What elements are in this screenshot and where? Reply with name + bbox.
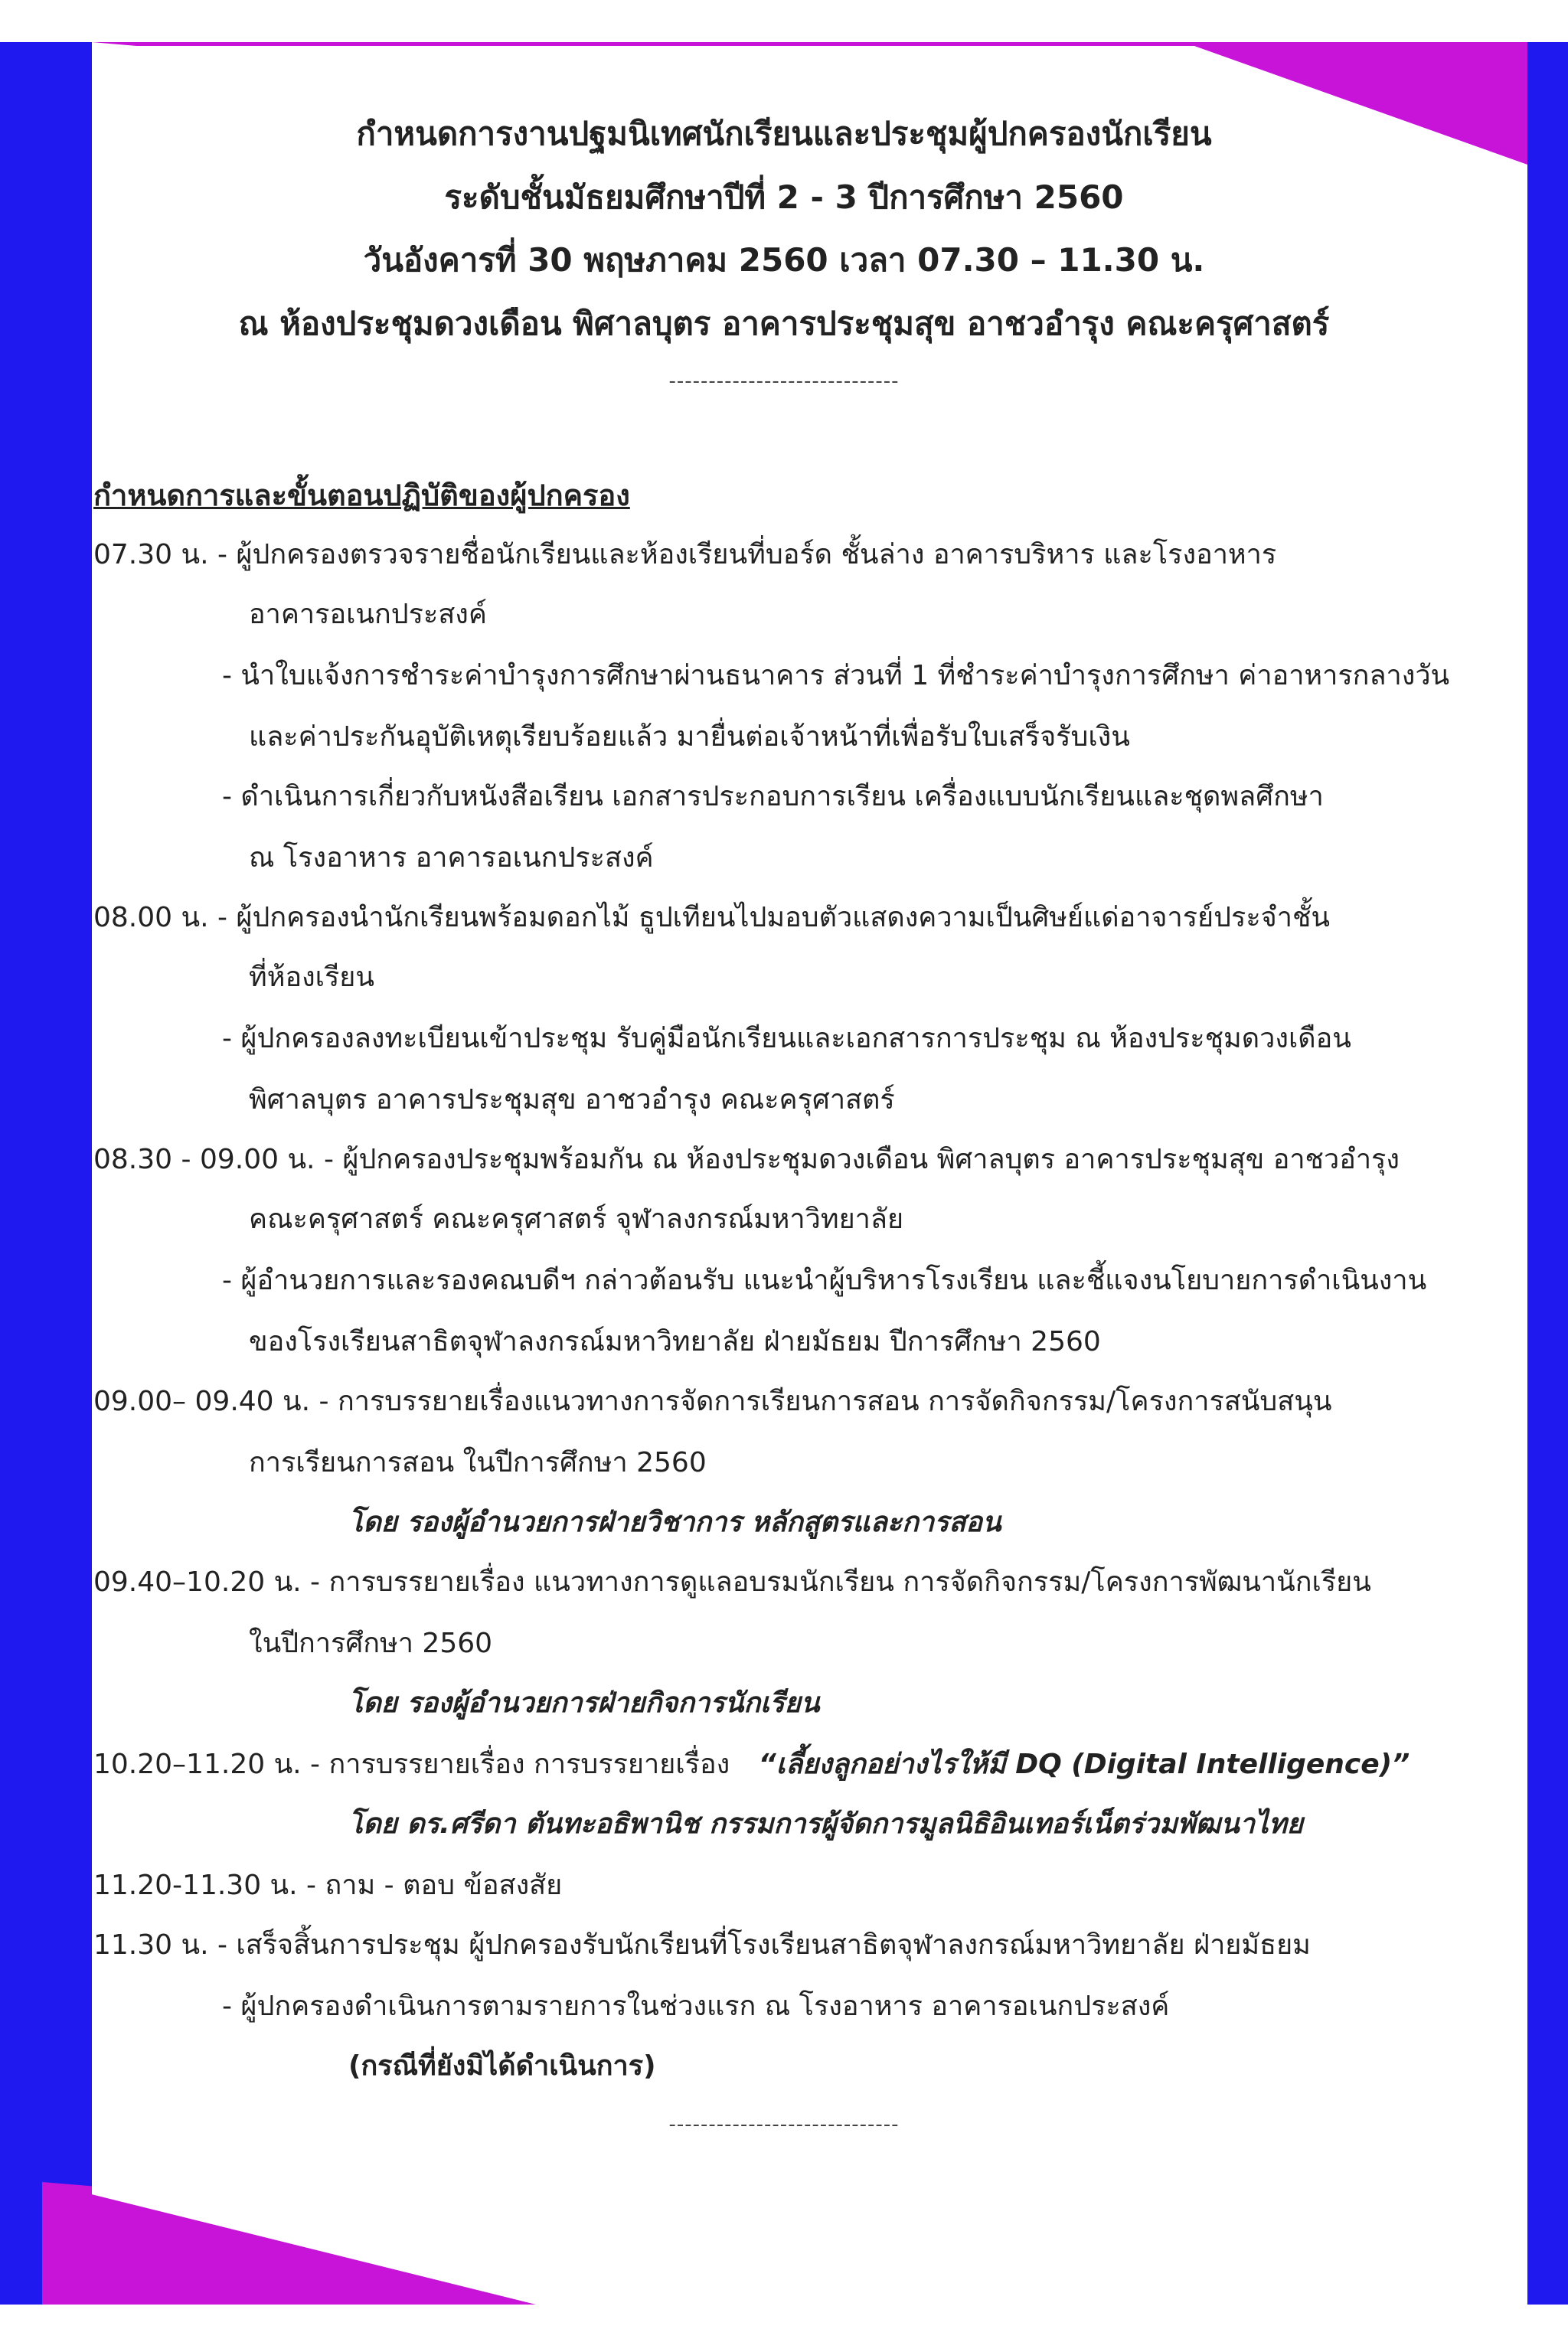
- footer-divider: -----------------------------: [668, 2113, 900, 2136]
- header-divider: -----------------------------: [668, 370, 900, 393]
- schedule-line: - ผู้ปกครองดำเนินการตามรายการในช่วงแรก ณ โรงอาหาร อาคารอเนกประสงค์: [222, 1991, 1170, 2022]
- schedule-line: 09.40–10.20 น. - การบรรยายเรื่อง แนวทางการดูแลอบรมนักเรียน การจัดกิจกรรม/โครงการพัฒนานักเรียน: [93, 1566, 1371, 1598]
- schedule-line: - ดำเนินการเกี่ยวกับหนังสือเรียน เอกสารประกอบการเรียน เครื่องแบบนักเรียนและชุดพลศึกษา: [222, 781, 1324, 812]
- schedule-line: 11.30 น. - เสร็จสิ้นการประชุม ผู้ปกครองรับนักเรียนที่โรงเรียนสาธิตจุฬาลงกรณ์มหาวิทยาลัย ฝ่ายมัธยม: [93, 1929, 1311, 1961]
- schedule-line: ในปีการศึกษา 2560: [249, 1628, 493, 1659]
- schedule-line: 07.30 น. - ผู้ปกครองตรวจรายชื่อนักเรียนและห้องเรียนที่บอร์ด ชั้นล่าง อาคารบริหาร และโรงอาหาร: [93, 539, 1277, 570]
- lecture-title: “เลี้ยงลูกอย่างไรให้มี DQ (Digital Intelligence)”: [758, 1749, 1410, 1780]
- schedule-line: 09.00– 09.40 น. - การบรรยายเรื่องแนวทางการจัดการเรียนการสอน การจัดกิจกรรม/โครงการสนับสนุน: [93, 1386, 1332, 1417]
- schedule-line: การเรียนการสอน ในปีการศึกษา 2560: [249, 1447, 707, 1478]
- schedule-line: ที่ห้องเรียน: [249, 962, 375, 993]
- schedule-line: และค่าประกันอุบัติเหตุเรียบร้อยแล้ว มายื่นต่อเจ้าหน้าที่เพื่อรับใบเสร็จรับเงิน: [249, 721, 1130, 753]
- schedule-line: - ผู้ปกครองลงทะเบียนเข้าประชุม รับคู่มือนักเรียนและเอกสารการประชุม ณ ห้องประชุมดวงเดือน: [222, 1023, 1351, 1054]
- speaker-line: โดย รองผู้อำนวยการฝ่ายวิชาการ หลักสูตรและการสอน: [348, 1507, 1001, 1538]
- schedule-line: พิศาลบุตร อาคารประชุมสุข อาชวอำรุง คณะครุศาสตร์: [249, 1084, 895, 1116]
- schedule-line: 08.00 น. - ผู้ปกครองนำนักเรียนพร้อมดอกไม้ ธูปเทียนไปมอบตัวแสดงความเป็นศิษย์แด่อาจารย์ประจำชั้น: [93, 902, 1331, 933]
- schedule-line: ของโรงเรียนสาธิตจุฬาลงกรณ์มหาวิทยาลัย ฝ่ายมัธยม ปีการศึกษา 2560: [249, 1326, 1101, 1357]
- section-title: กำหนดการและขั้นตอนปฏิบัติของผู้ปกครอง: [93, 479, 630, 512]
- speaker-line: โดย รองผู้อำนวยการฝ่ายกิจการนักเรียน: [348, 1687, 820, 1719]
- schedule-line: - ผู้อำนวยการและรองคณบดีฯ กล่าวต้อนรับ แนะนำผู้บริหารโรงเรียน และชี้แจงนโยบายการดำเนินงาน: [222, 1265, 1427, 1296]
- header-date-line: วันอังคารที่ 30 พฤษภาคม 2560 เวลา 07.30 – 11.30 น.: [363, 241, 1205, 279]
- header-venue-line: ณ ห้องประชุมดวงเดือน พิศาลบุตร อาคารประชุมสุข อาชวอำรุง คณะครุศาสตร์: [238, 305, 1330, 342]
- schedule-line: 08.30 - 09.00 น. - ผู้ปกครองประชุมพร้อมกัน ณ ห้องประชุมดวงเดือน พิศาลบุตร อาคารประชุมสุข อาชวอำรุง: [93, 1144, 1400, 1175]
- schedule-line: [93, 1746, 1410, 1784]
- schedule-line: - นำใบแจ้งการชำระค่าบำรุงการศึกษาผ่านธนาคาร ส่วนที่ 1 ที่ชำระค่าบำรุงการศึกษา ค่าอาหารกลางวัน: [222, 660, 1450, 691]
- speaker-line: โดย ดร.ศรีดา ตันทะอธิพานิช กรรมการผู้จัดการมูลนิธิอินเทอร์เน็ตร่วมพัฒนาไทย: [348, 1808, 1303, 1840]
- schedule-line: ณ โรงอาหาร อาคารอเนกประสงค์: [249, 842, 654, 874]
- note-line: (กรณีที่ยังมิได้ดำเนินการ): [348, 2050, 656, 2082]
- header-title-line2: ระดับชั้นมัธยมศึกษาปีที่ 2 - 3 ปีการศึกษา 2560: [444, 178, 1124, 216]
- schedule-line: 11.20-11.30 น. - ถาม - ตอบ ข้อสงสัย: [93, 1870, 563, 1901]
- schedule-line: อาคารอเนกประสงค์: [249, 599, 487, 630]
- schedule-line: คณะครุศาสตร์ คณะครุศาสตร์ จุฬาลงกรณ์มหาวิทยาลัย: [249, 1204, 904, 1235]
- schedule-time-text: 10.20–11.20 น. - การบรรยายเรื่อง การบรรยายเรื่อง: [93, 1749, 730, 1780]
- header-title-line1: กำหนดการงานปฐมนิเทศนักเรียนและประชุมผู้ปกครองนักเรียน: [356, 115, 1212, 152]
